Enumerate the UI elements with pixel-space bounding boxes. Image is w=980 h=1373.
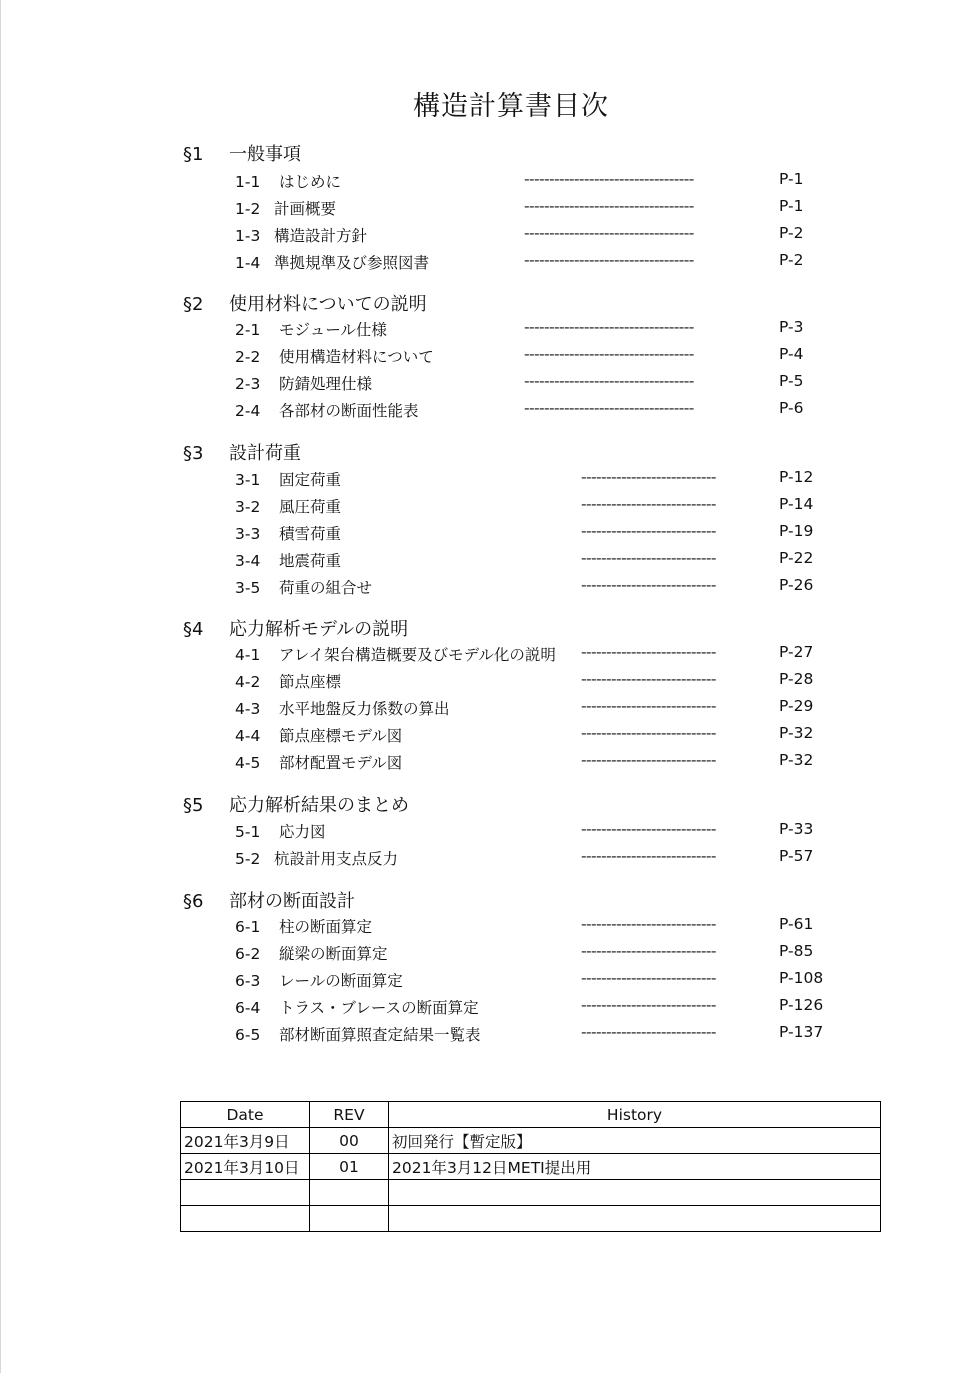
rev-cell: 01 [310,1154,389,1180]
section-number: §2 [183,294,204,315]
leader-dashes: --------------------------- [581,643,716,661]
leader-dashes: --------------------------- [581,724,716,742]
entry-label: モジュール仕様 [279,321,387,339]
entry-number: 6-5 [235,1026,261,1044]
history-cell [389,1180,881,1206]
revision-history-table [180,1101,881,1232]
section-number: §1 [183,144,204,165]
entry-label: 準拠規準及び参照図書 [274,254,430,272]
section-number: §3 [183,443,204,464]
leader-dashes: --------------------------- [581,576,716,594]
entry-number: 3-3 [235,525,261,543]
section-number: §5 [183,795,204,816]
section-title: 一般事項 [229,144,301,165]
history-header-row [181,1102,881,1128]
toc-entry [235,522,341,544]
entry-number: 5-2 [235,850,261,868]
entry-page-number: P-2 [779,251,804,269]
entry-number: 4-2 [235,673,261,691]
entry-number: 3-2 [235,498,261,516]
leader-dashes: --------------------------- [581,549,716,567]
entry-label: はじめに [279,173,342,191]
entry-number: 4-3 [235,700,261,718]
history-cell: 2021年3月12日METI提出用 [389,1154,881,1180]
entry-label: 杭設計用支点反力 [274,850,399,868]
entry-page-number: P-57 [779,847,814,865]
entry-page-number: P-108 [779,969,824,987]
rev-cell [310,1206,389,1232]
entry-page-number: P-6 [779,399,804,417]
entry-page-number: P-137 [779,1023,824,1041]
entry-page-number: P-32 [779,751,814,769]
entry-number: 3-1 [235,471,261,489]
entry-label: 水平地盤反力係数の算出 [279,700,450,718]
entry-label: 部材配置モデル図 [279,754,403,772]
toc-entry [235,495,341,517]
toc-entry [235,1023,481,1045]
entry-number: 6-3 [235,972,261,990]
entry-label: 使用構造材料について [279,348,434,366]
entry-page-number: P-22 [779,549,814,567]
leader-dashes: --------------------------- [581,996,716,1014]
section-title: 応力解析モデルの説明 [229,619,409,640]
toc-entry [235,996,479,1018]
history-header: History [389,1102,881,1128]
entry-page-number: P-2 [779,224,804,242]
entry-label: 節点座標モデル図 [279,727,403,745]
toc-entry [235,197,336,219]
entry-page-number: P-1 [779,170,804,188]
entry-page-number: P-29 [779,697,814,715]
entry-label: 柱の断面算定 [279,918,373,936]
section-title: 応力解析結果のまとめ [229,795,409,816]
leader-dashes: --------------------------- [581,820,716,838]
toc-entry [235,643,556,665]
entry-label: 防錆処理仕様 [279,375,373,393]
entry-label: 計画概要 [274,200,337,218]
entry-page-number: P-14 [779,495,814,513]
entry-label: 風圧荷重 [279,498,342,516]
toc-entry [235,969,403,991]
toc-entry [235,751,402,773]
toc-entry [235,251,429,273]
table-row [181,1128,881,1154]
date-cell: 2021年3月9日 [181,1128,310,1154]
entry-label: 縦梁の断面算定 [279,945,388,963]
entry-page-number: P-28 [779,670,814,688]
leader-dashes: ---------------------------------- [524,251,694,269]
leader-dashes: ---------------------------------- [524,318,694,336]
date-cell [181,1206,310,1232]
section-title: 部材の断面設計 [229,891,355,912]
entry-page-number: P-1 [779,197,804,215]
entry-number: 2-4 [235,402,261,420]
leader-dashes: ---------------------------------- [524,399,694,417]
section-heading [183,439,301,465]
entry-page-number: P-33 [779,820,814,838]
toc-entry [235,670,341,692]
entry-label: 節点座標 [279,673,342,691]
rev-cell: 00 [310,1128,389,1154]
section-title: 設計荷重 [229,443,301,464]
entry-number: 6-2 [235,945,261,963]
leader-dashes: ---------------------------------- [524,197,694,215]
section-heading [183,615,408,641]
entry-number: 3-4 [235,552,261,570]
entry-label: 各部材の断面性能表 [279,402,419,420]
section-number: §4 [183,619,204,640]
document-title: 構造計算書目次 [413,91,609,122]
section-number: §6 [183,891,204,912]
entry-number: 2-3 [235,375,261,393]
toc-entry [235,224,367,246]
entry-page-number: P-32 [779,724,814,742]
section-heading [183,290,427,316]
section-heading [183,791,409,817]
toc-entry [235,576,372,598]
leader-dashes: --------------------------- [581,697,716,715]
table-row [181,1206,881,1232]
toc-entry [235,468,341,490]
entry-number: 1-4 [235,254,261,272]
entry-page-number: P-61 [779,915,814,933]
table-row [181,1154,881,1180]
history-cell [389,1206,881,1232]
leader-dashes: ---------------------------------- [524,224,694,242]
toc-entry [235,697,450,719]
rev-cell [310,1180,389,1206]
entry-number: 2-1 [235,321,261,339]
entry-page-number: P-26 [779,576,814,594]
leader-dashes: --------------------------- [581,969,716,987]
entry-page-number: P-27 [779,643,814,661]
history-cell: 初回発行【暫定版】 [389,1128,881,1154]
toc-entry [235,942,388,964]
entry-label: アレイ架台構造概要及びモデル化の説明 [279,646,556,664]
entry-label: 地震荷重 [279,552,342,570]
entry-number: 4-5 [235,754,261,772]
section-title: 使用材料についての説明 [229,294,427,315]
date-cell: 2021年3月10日 [181,1154,310,1180]
entry-page-number: P-5 [779,372,804,390]
entry-page-number: P-85 [779,942,814,960]
entry-number: 6-4 [235,999,261,1017]
date-header: Date [181,1102,310,1128]
leader-dashes: --------------------------- [581,942,716,960]
entry-number: 3-5 [235,579,261,597]
entry-page-number: P-4 [779,345,804,363]
rev-header: REV [310,1102,389,1128]
leader-dashes: --------------------------- [581,1023,716,1041]
entry-page-number: P-126 [779,996,824,1014]
toc-entry [235,724,402,746]
entry-number: 1-3 [235,227,261,245]
table-row [181,1180,881,1206]
entry-number: 2-2 [235,348,261,366]
section-heading [183,887,355,913]
leader-dashes: ---------------------------------- [524,345,694,363]
page-edge [0,0,1,1373]
leader-dashes: --------------------------- [581,847,716,865]
entry-number: 4-4 [235,727,261,745]
toc-entry [235,820,326,842]
entry-label: 構造設計方針 [274,227,368,245]
entry-label: 部材断面算照査定結果一覧表 [279,1026,481,1044]
section-heading [183,140,301,166]
toc-entry [235,170,341,192]
entry-page-number: P-12 [779,468,814,486]
leader-dashes: ---------------------------------- [524,170,694,188]
entry-label: 応力図 [279,823,326,841]
entry-page-number: P-3 [779,318,804,336]
entry-label: レールの断面算定 [279,972,403,990]
entry-page-number: P-19 [779,522,814,540]
date-cell [181,1180,310,1206]
toc-entry [235,372,372,394]
entry-label: 荷重の組合せ [279,579,373,597]
entry-label: トラス・ブレースの断面算定 [279,999,479,1017]
leader-dashes: --------------------------- [581,495,716,513]
toc-entry [235,399,419,421]
entry-number: 5-1 [235,823,261,841]
entry-number: 6-1 [235,918,261,936]
toc-entry [235,345,434,367]
toc-entry [235,847,398,869]
leader-dashes: --------------------------- [581,468,716,486]
toc-entry [235,915,372,937]
entry-number: 1-1 [235,173,261,191]
leader-dashes: --------------------------- [581,522,716,540]
toc-entry [235,318,387,340]
entry-number: 1-2 [235,200,261,218]
entry-label: 積雪荷重 [279,525,342,543]
entry-number: 4-1 [235,646,261,664]
leader-dashes: --------------------------- [581,915,716,933]
leader-dashes: ---------------------------------- [524,372,694,390]
leader-dashes: --------------------------- [581,751,716,769]
toc-entry [235,549,341,571]
entry-label: 固定荷重 [279,471,342,489]
leader-dashes: --------------------------- [581,670,716,688]
